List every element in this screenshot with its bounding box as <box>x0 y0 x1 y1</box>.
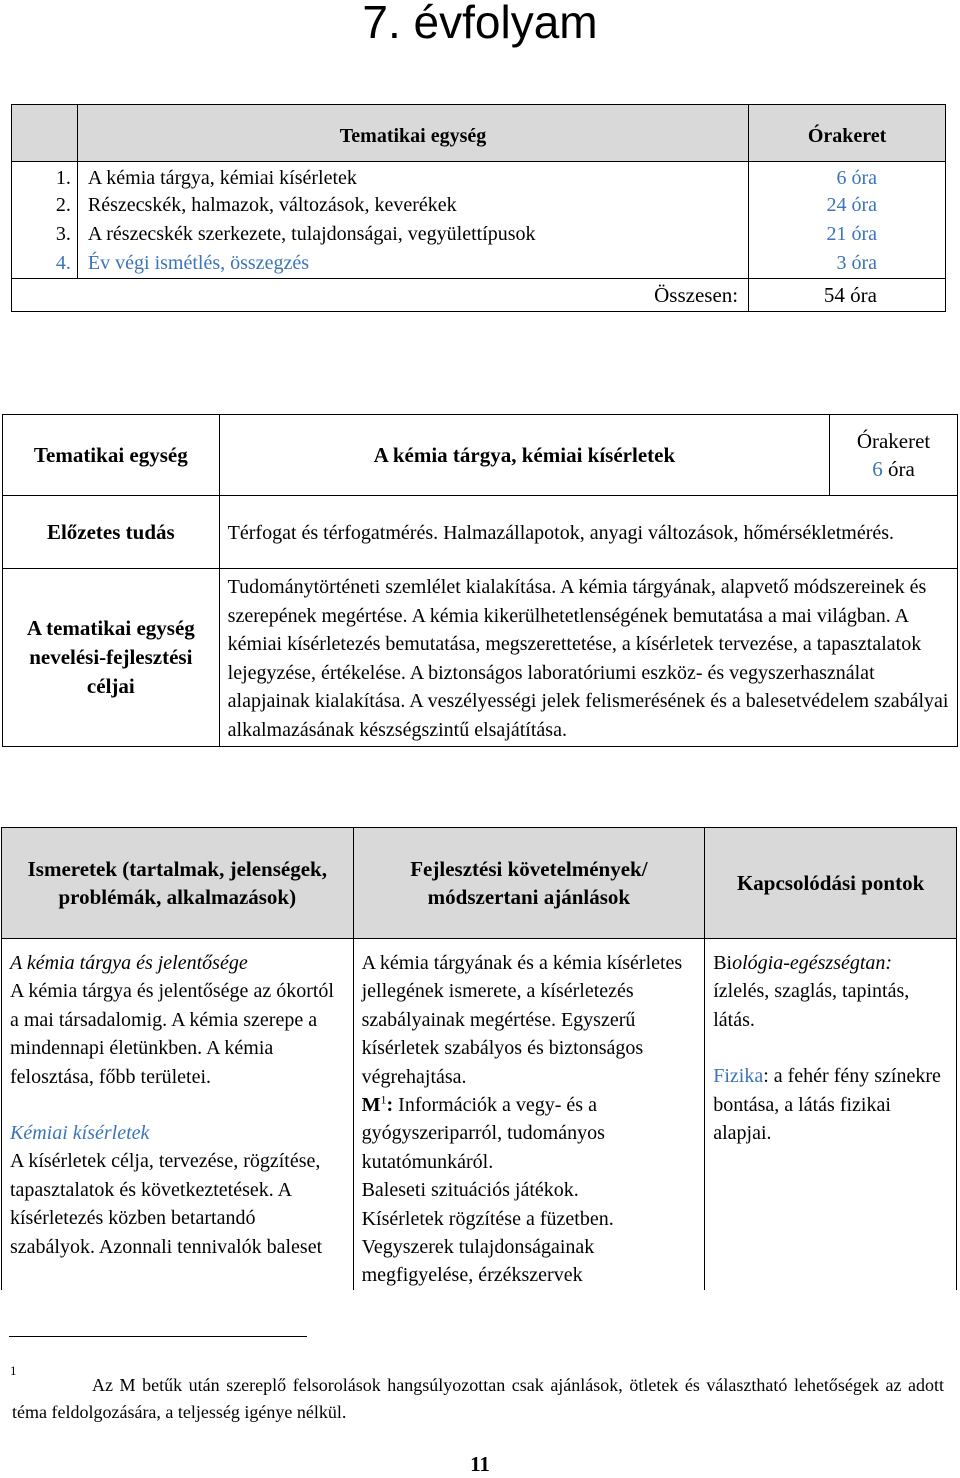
overview-row <box>12 191 946 220</box>
col3-physics <box>713 1062 948 1147</box>
unit-prior-row <box>3 496 958 569</box>
prior-text: Térfogat és térfogatmérés. Halmazállapotok, anyagi változások, hőmérsékletmérés. <box>219 496 957 569</box>
goals-label: A tematikai egység nevelési-fejlesztési céljai <box>3 569 220 747</box>
unit-goals-row <box>3 569 958 747</box>
knowledge-col1 <box>2 939 354 1290</box>
col3-biology <box>713 949 948 1034</box>
overview-row-hours: 24 óra <box>749 191 946 220</box>
spacer <box>10 1091 345 1119</box>
overview-row <box>12 249 946 279</box>
overview-row-name: Év végi ismétlés, összegzés <box>77 249 748 279</box>
overview-row-name: A kémia tárgya, kémiai kísérletek <box>77 162 748 192</box>
col2-paragraph-2: Információk a vegy- és a gyógyszeriparról, tudományos kutatómunkáról. <box>361 1094 605 1173</box>
footnote-ref: 1 <box>380 1092 387 1107</box>
knowledge-body-row <box>2 939 957 1290</box>
overview-row <box>12 220 946 249</box>
overview-row-num: 1. <box>12 162 78 192</box>
unit-hours <box>830 415 958 496</box>
overview-total-label: Összesen: <box>77 279 748 312</box>
knowledge-table <box>1 827 957 1290</box>
overview-total-value: 54 óra <box>749 279 946 312</box>
footnote-rule <box>9 1336 307 1337</box>
m-colon: : <box>386 1094 394 1117</box>
footnote-text: Az M betűk után szereplő felsorolások hangsúlyozottan csak ajánlások, ötletek és választható lehetőségek az adott téma feldolgozására, a teljesség igénye nélkül. <box>12 1375 944 1422</box>
overview-row-num: 4. <box>12 249 78 279</box>
overview-table <box>11 104 946 312</box>
overview-row-hours: 3 óra <box>749 249 946 279</box>
overview-total-blank <box>12 279 78 312</box>
unit-hours-label: Órakeret <box>856 429 931 453</box>
phys-text: : a fehér fény színekre bontása, a látás fizikai alapjai. <box>713 1065 941 1145</box>
col1-paragraph-1: A kémia tárgya és jelentősége az ókortól a mai társadalomig. A kémia szerepe a mindennapi életünkben. A kémia felosztása, főbb területei. <box>10 980 334 1088</box>
unit-hours-value: 6 <box>872 457 883 481</box>
col2-paragraph-5: Vegyszerek tulajdonságainak megfigyelése, érzékszervek <box>361 1236 595 1287</box>
knowledge-col3-header: Kapcsolódási pontok <box>705 828 957 939</box>
knowledge-header-row <box>2 828 957 939</box>
col2-m-paragraph <box>362 1091 697 1176</box>
knowledge-col3 <box>705 939 957 1290</box>
bio-prefix: Bi <box>713 952 733 974</box>
overview-header-hours: Órakeret <box>749 105 946 162</box>
overview-header-num <box>12 105 78 162</box>
footnote-mark: 1 <box>10 1363 17 1378</box>
unit-title: A kémia tárgya, kémiai kísérletek <box>219 415 829 496</box>
overview-row-name: Részecskék, halmazok, változások, keverékek <box>77 191 748 220</box>
unit-table <box>2 414 958 747</box>
col1-heading-2: Kémiai kísérletek <box>10 1122 150 1145</box>
overview-row-name: A részecskék szerkezete, tulajdonságai, vegyülettípusok <box>77 220 748 249</box>
page-title: 7. évfolyam <box>362 0 598 48</box>
m-letter: M <box>361 1094 381 1117</box>
overview-total-row <box>12 279 946 312</box>
unit-label: Tematikai egység <box>3 415 220 496</box>
bio-text: ízlelés, szaglás, tapintás, látás. <box>713 980 910 1031</box>
col2-paragraph-1: A kémia tárgyának és a kémia kísérletes jellegének ismerete, a kísérletezés szabályainak megértése. Egyszerű kísérletek szabályos és biztonságos végrehajtása. <box>361 952 683 1088</box>
overview-row-hours: 6 óra <box>749 162 946 192</box>
overview-header-row <box>12 105 946 162</box>
page-number: 11 <box>470 1452 490 1476</box>
unit-header-row <box>3 415 958 496</box>
overview-row <box>12 162 946 192</box>
col1-heading-1: A kémia tárgya és jelentősége <box>10 952 248 974</box>
overview-row-num: 2. <box>12 191 78 220</box>
phys-label: Fizika <box>713 1065 764 1088</box>
goals-text: Tudománytörténeti szemlélet kialakítása. A kémia tárgyának, alapvető módszereinek és szerepének megértése. A kémia kikerülhetetlenségének bemutatása a mai világban. A kémiai kísérletezés bemutatása, megszerettetése, a kísérletek tervezése, a tapasztalatok lejegyzése, értékelése. A biztonságos laboratóriumi eszköz- és vegyszerhasználat alapjainak kialakítása. A veszélyességi jelek felismerésének és a balesetvédelem szabályai alkalmazásának készségszintű elsajátítása. <box>219 569 957 747</box>
prior-label: Előzetes tudás <box>3 496 220 569</box>
overview-header-unit: Tematikai egység <box>77 105 748 162</box>
overview-row-hours: 21 óra <box>749 220 946 249</box>
unit-hours-unit: óra <box>888 457 915 481</box>
bio-label: ológia-egészségtan: <box>732 952 893 974</box>
col1-paragraph-2: A kísérletek célja, tervezése, rögzítése, tapasztalatok és következtetések. A kísérletezés közben betartandó szabályok. Azonnali tennivalók baleset <box>10 1150 323 1258</box>
knowledge-col2-header: Fejlesztési követelmények/ módszertani ajánlások <box>353 828 705 939</box>
knowledge-col1-header: Ismeretek (tartalmak, jelenségek, problémák, alkalmazások) <box>2 828 354 939</box>
overview-row-num: 3. <box>12 220 78 249</box>
knowledge-col2 <box>353 939 705 1290</box>
col2-paragraph-4: Kísérletek rögzítése a füzetben. <box>361 1207 614 1230</box>
spacer <box>713 1034 948 1062</box>
col2-paragraph-3: Baleseti szituációs játékok. <box>361 1179 579 1202</box>
